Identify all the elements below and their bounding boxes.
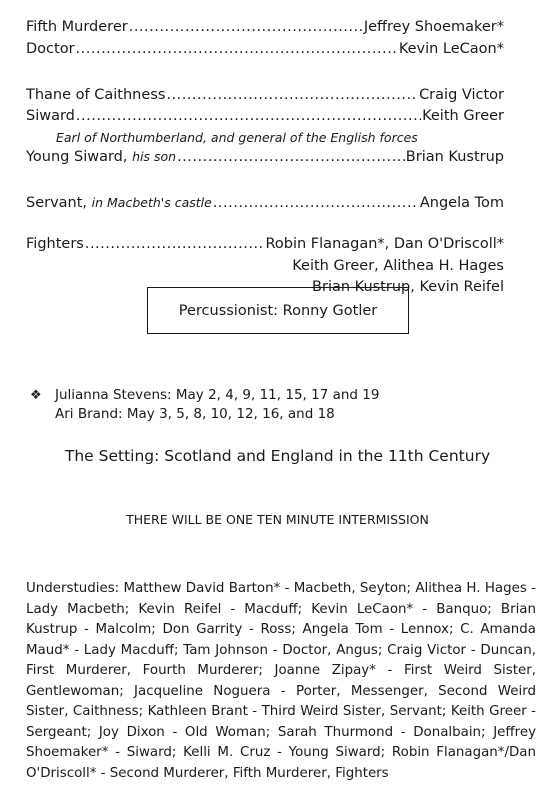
role-name: Siward	[26, 108, 75, 124]
setting-heading: The Setting: Scotland and England in the 11th Century	[64, 447, 491, 465]
understudies-paragraph: Understudies: Matthew David Barton* - Macbeth, Seyton; Alithea H. Hages - Lady Macbeth; Kevin Reifel - Macduff; Kevin LeCaon* - Banquo; Brian Kustrup - Malcolm; Don Garrity - Ross; Angela Tom - Lennox; C. Amanda Maud* - Lady Macduff; Tam Johnson - Doctor, Angus; Craig Victor - Duncan, First Murderer, Fourth Murderer; Joanne Zipay* - First Weird Sister, Gentlewoman; Jacqueline Noguera - Porter, Messenger, Second Weird Sister, Caithness; Kathleen Brant - Third Weird Sister, Servant; Keith Greer - Sergeant; Joy Dixon - Old Woman; Sarah Thurmond - Donalbain; Jeffrey Shoemaker* - Siward; Kelli M. Cruz - Young Siward; Robin Flanagan*/Dan O'Driscoll* - Second Murderer, Fifth Murderer, Fighters	[26, 581, 536, 781]
alternate-schedule-1: Julianna Stevens: May 2, 4, 9, 11, 15, 17 and 19	[55, 387, 380, 403]
dot-leader	[85, 235, 265, 253]
role-name: Thane of Caithness	[26, 87, 166, 103]
role-title: Young Siward,	[26, 149, 128, 165]
cast-line-siward	[26, 107, 504, 125]
dot-leader	[166, 86, 418, 104]
role-name	[26, 194, 212, 212]
fighters-continued-2: Brian Kustrup, Kevin Reifel	[312, 279, 504, 295]
cast-line-thane-of-caithness	[26, 86, 504, 104]
role-name: Fighters	[26, 236, 84, 252]
actor-name: Keith Greer	[422, 108, 504, 124]
role-name	[26, 148, 176, 166]
percussionist-credit: Percussionist: Ronny Gotler	[178, 302, 378, 319]
actor-name: Robin Flanagan*, Dan O'Driscoll*	[265, 236, 504, 252]
diamond-bullet-icon: ❖	[30, 388, 42, 403]
role-name: Fifth Murderer	[26, 19, 128, 35]
dot-leader	[129, 18, 363, 36]
cast-line-fifth-murderer	[26, 18, 504, 36]
siward-description: Earl of Northumberland, and general of the English forces	[56, 130, 418, 145]
actor-name: Craig Victor	[419, 87, 504, 103]
fighters-continued-1: Keith Greer, Alithea H. Hages	[292, 258, 504, 274]
intermission-notice: THERE WILL BE ONE TEN MINUTE INTERMISSION	[126, 512, 429, 527]
role-title: Servant,	[26, 195, 88, 211]
cast-line-doctor	[26, 40, 504, 58]
cast-line-fighters	[26, 235, 504, 253]
cast-line-servant	[26, 194, 504, 212]
role-name: Doctor	[26, 41, 75, 57]
actor-name: Brian Kustrup	[405, 149, 504, 165]
dot-leader	[177, 148, 405, 166]
dot-leader	[213, 194, 419, 212]
dot-leader	[76, 40, 398, 58]
actor-name: Jeffrey Shoemaker*	[363, 19, 504, 35]
actor-name: Kevin LeCaon*	[398, 41, 504, 57]
percussionist-box	[147, 287, 409, 334]
actor-name: Angela Tom	[419, 195, 504, 211]
role-note: his son	[132, 149, 177, 164]
dot-leader	[76, 107, 421, 125]
role-note: in Macbeth's castle	[91, 195, 212, 210]
alternate-schedule-2: Ari Brand: May 3, 5, 8, 10, 12, 16, and 18	[55, 406, 335, 422]
cast-line-young-siward	[26, 148, 504, 166]
